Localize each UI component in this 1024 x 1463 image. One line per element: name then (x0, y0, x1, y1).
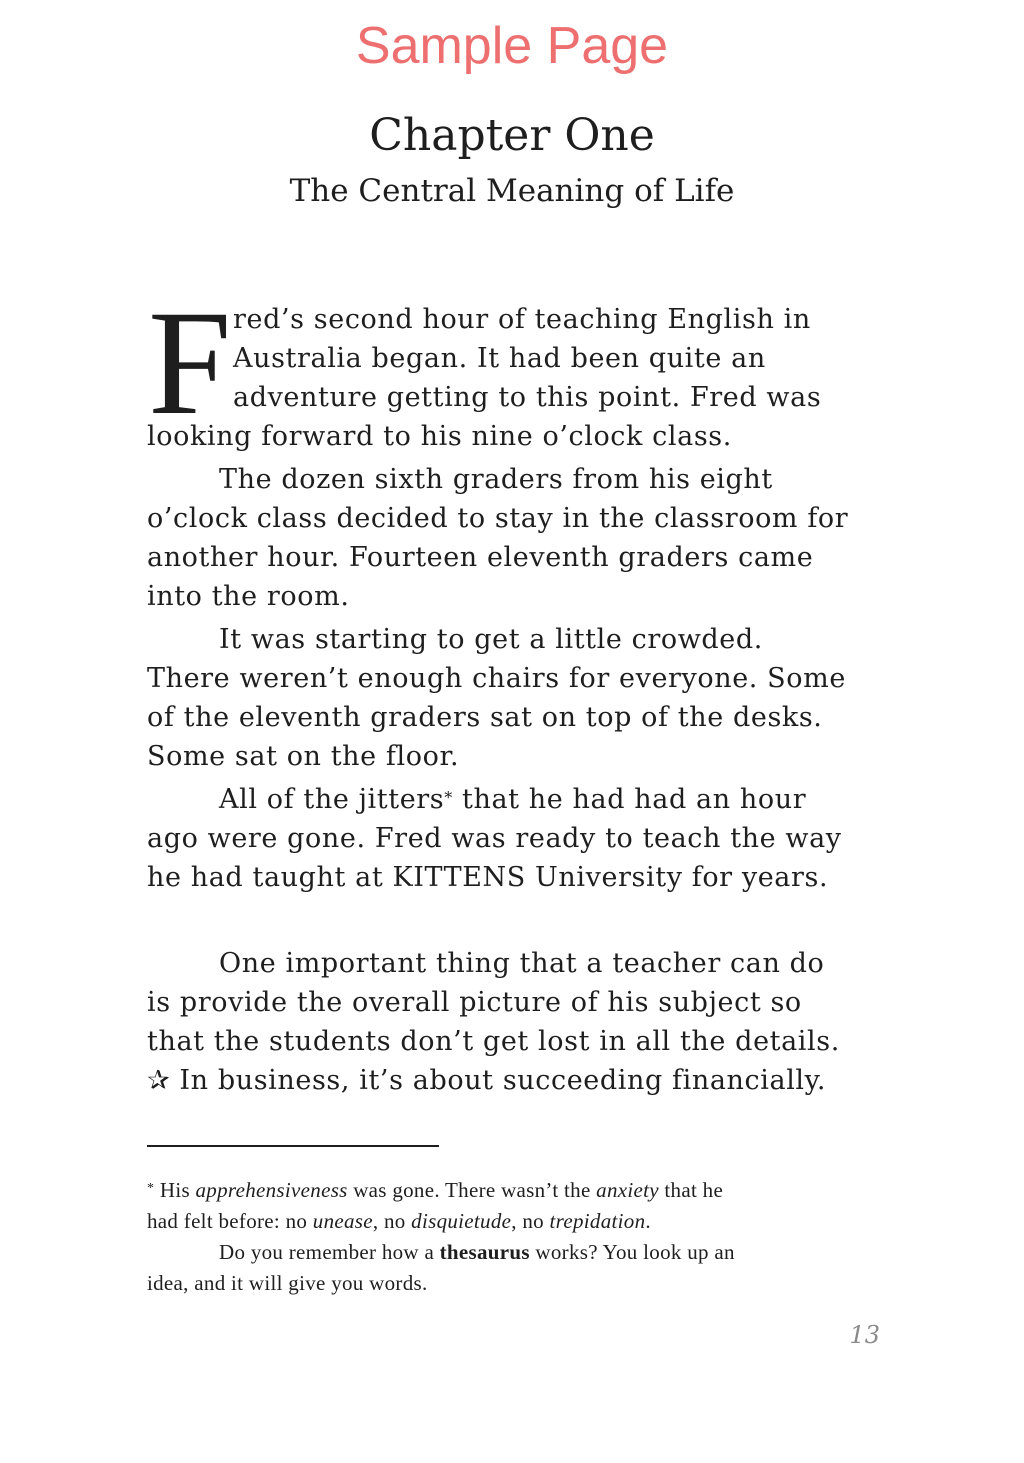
text-run: . (645, 1209, 651, 1233)
footnote-mark: * (147, 1181, 155, 1196)
italic-word: apprehensiveness (195, 1178, 348, 1202)
sample-page-watermark: Sample Page (355, 17, 669, 75)
text-run: works? You look up an (529, 1240, 735, 1264)
text-line: It was starting to get a little crowded. (219, 624, 763, 655)
text-line: that the students don’t get lost in all the details. (147, 1026, 840, 1057)
italic-word: unease (312, 1209, 373, 1233)
footnote-line (147, 1175, 723, 1205)
text-line: ✰ In business, it’s about succeeding financially. (147, 1065, 827, 1096)
text-run: was gone. There wasn’t the (347, 1178, 597, 1202)
text-run: that he had had an hour (452, 784, 807, 815)
chapter-title: Chapter One (369, 110, 655, 161)
page-number: 13 (849, 1321, 880, 1349)
text-line: looking forward to his nine o’clock class. (147, 421, 732, 452)
drop-cap-letter: F (148, 280, 232, 446)
text-run: had felt before: no (147, 1209, 313, 1233)
italic-word: anxiety (596, 1178, 659, 1202)
text-line: Some sat on the floor. (147, 741, 460, 772)
text-line: One important thing that a teacher can do (219, 948, 825, 979)
italic-word: trepidation (549, 1209, 646, 1233)
text-line: he had taught at KITTENS University for years. (147, 862, 829, 893)
text-line: another hour. Fourteen eleventh graders came (147, 542, 814, 573)
footnote-line: idea, and it will give you words. (147, 1271, 428, 1295)
bold-word: thesaurus (439, 1240, 530, 1264)
chapter-subtitle: The Central Meaning of Life (289, 173, 735, 209)
text-line: o’clock class decided to stay in the classroom for (147, 503, 849, 534)
text-line: red’s second hour of teaching English in (233, 304, 811, 335)
text-run: , no (372, 1209, 412, 1233)
text-line: The dozen sixth graders from his eight (219, 464, 773, 495)
text-run: , no (511, 1209, 550, 1233)
text-run: All of the jitters (219, 784, 445, 815)
text-line: There weren’t enough chairs for everyone. Some (147, 663, 846, 694)
footnote-mark: * (444, 788, 453, 807)
text-line: into the room. (147, 581, 350, 612)
footnote-divider (147, 1145, 439, 1147)
text-line: ago were gone. Fred was ready to teach the way (147, 823, 842, 854)
text-run: that he (658, 1178, 724, 1202)
text-run: His (154, 1178, 196, 1202)
footnote-line (219, 1237, 735, 1267)
text-line: of the eleventh graders sat on top of the desks. (147, 702, 823, 733)
text-line (219, 780, 806, 819)
text-line: Australia began. It had been quite an (233, 343, 766, 374)
text-run: Do you remember how a (219, 1240, 440, 1264)
italic-word: disquietude (411, 1209, 512, 1233)
text-line: is provide the overall picture of his subject so (147, 987, 802, 1018)
footnote-line (147, 1206, 651, 1236)
text-line: adventure getting to this point. Fred was (233, 382, 822, 413)
